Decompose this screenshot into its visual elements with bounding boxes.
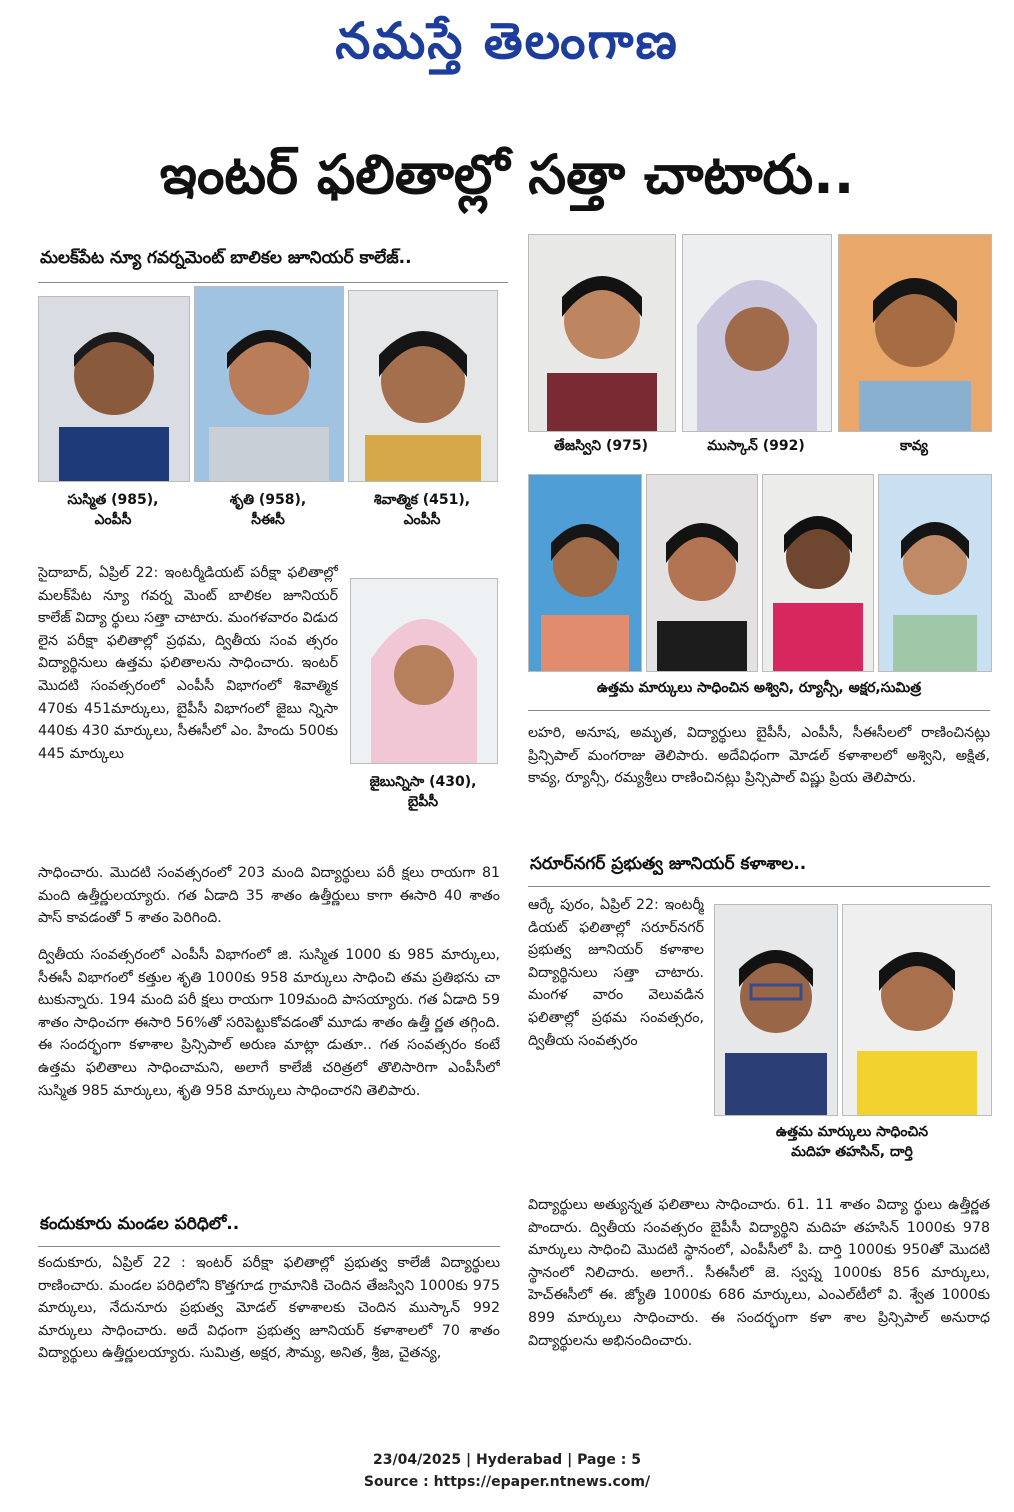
article-paragraph-saroornagar-2: విద్యార్థులు అత్యున్నత ఫలితాలు సాధించారు. 61. 11 శాతం విద్యా ర్థులు ఉత్తీర్ణత పొందారు. ద్వితీయ సంవత్సరం బైపీసీ విద్యార్థిని మదిహ తహసిన్ 1000కు 978 మార్కులు సాధించి మొదటి స్థానంలో, ఎంపీసీలో పి. దార్తి 1000కు 950తో మొదటి స్థానంలో నిలిచారు. అలాగే.. సీఈసీలో జె. స్వప్న 1000కు 856 మార్కులు, హెచ్‌ఈసీలో ఈ. జ్యోతి 1000కు 686 మార్కులు, ఎంఎల్‌టీలో వి. శ్వేత 1000కు 899 మార్కులు సాధించారు. ఈ సందర్భంగా కళా శాల ప్రిన్సిపాల్ అనురాధ విద్యార్థులను అభినందించారు. xyxy=(528,1197,990,1349)
divider xyxy=(528,886,990,887)
photo-student-sruthi xyxy=(194,286,344,482)
photo-student-tejaswini xyxy=(528,234,676,432)
divider xyxy=(38,282,508,283)
caption-kavya: కావ్య xyxy=(900,438,928,454)
article-paragraph-malakpet-1b: సాధించారు. మొదటి సంవత్సరంలో 203 మంది విద్యార్థులు పరీ క్షలు రాయగా 81 మంది ఉత్తీర్ణులయ్యారు. గత ఏడాది 35 శాతం ఉత్తీర్ణులు కాగా ఈసారి 40 శాతం పాస్ కావడంతో 5 శాతం పెరిగింది. xyxy=(38,865,500,927)
photo-student-ryunsi xyxy=(646,474,758,672)
photo-student-akshara xyxy=(762,474,874,672)
article-paragraph-malakpet-1: సైదాబాద్, ఏప్రిల్ 22: ఇంటర్మీడియట్ పరీక్షా ఫలితాల్లో మలక్‌పేట న్యూ గవర్న మెంట్ బాలికల జూనియర్ కాలేజ్ విద్యా ర్థులు సత్తా చాటారు. మంగళవారం విడుద లైన పరీక్షా ఫలితాల్లో ప్రథమ, ద్వితీయ సంవ త్సరం విద్యార్థినులు ఉత్తమ ఫలితాలను సాధించారు. ఇంటర్ మొదటి సంవత్సరంలో ఎంపీసీ విభాగంలో శివాత్మిక 470కు 451మార్కులు, బైపీసీ విభాగంలో జైబు న్నిసా 440కు 430 మార్కులు, సీఈసీలో ఎం. హిందు 500కు 445 మార్కులు xyxy=(38,565,338,762)
caption-tejaswini: తేజస్విని (975) xyxy=(554,438,648,454)
footer-date-line: 23/04/2025 | Hyderabad | Page : 5 xyxy=(372,1452,642,1468)
photo-student-sumitra xyxy=(878,474,992,672)
article-paragraph-kandukur-cont: లహరి, అనూష, అమృత, విద్యార్థులు బైపీసీ, ఎంపీసీ, సీఈసీలలో రాణించినట్లు ప్రిన్సిపాల్ మంగరాజు తెలిపారు. అదేవిధంగా మోడల్ కళాశాలలో అశ్విని, అక్షిత, కావ్య, ర్యూన్సీ, రమ్యశ్రీలు రాణించినట్లు ప్రిన్సిపాల్ విష్ణు ప్రియ తెలిపారు. xyxy=(528,725,990,787)
caption-line: సీఈసీ xyxy=(251,512,285,528)
caption-susmitha xyxy=(38,490,188,530)
caption-line: మదిహ తహసిన్, దార్తి xyxy=(791,1144,913,1160)
caption-line: ఉత్తమ మార్కులు సాధించిన xyxy=(775,1124,929,1140)
caption-line: ఎంపీసీ xyxy=(403,512,441,528)
section-heading-kandukur: కందుకూరు మండల పరిధిలో.. xyxy=(40,1214,240,1234)
divider xyxy=(528,710,990,711)
caption-line: శివాత్మిక (451), xyxy=(373,492,471,508)
photo-student-kavya xyxy=(838,234,992,432)
photo-student-madiha xyxy=(714,904,838,1116)
section-heading-malakpet: మలక్‌పేట న్యూ గవర్నమెంట్ బాలికల జూనియర్ కాలేజ్.. xyxy=(40,248,412,268)
photo-student-zaibunnisa xyxy=(350,578,498,764)
caption-muskan: ముస్కాన్ (992) xyxy=(707,438,805,454)
caption-madiha-darthi xyxy=(714,1122,990,1162)
caption-line: సుస్మిత (985), xyxy=(67,492,159,508)
newspaper-masthead: నమస్తే తెలంగాణ xyxy=(335,11,679,70)
photo-student-sivathmika xyxy=(348,290,498,482)
article-paragraph-malakpet-2: ద్వితీయ సంవత్సరంలో ఎంపీసీ విభాగంలో జి. సుస్మిత 1000 కు 985 మార్కులు, సీఈసీ విభాగంలో కత్తుల శృతి 1000కు 958 మార్కులు సాధించి తమ ప్రతిభను చా టుకున్నారు. 194 మంది పరీ క్షలు రాయగా 109మంది పాసయ్యారు. గత ఏడాది 59 శాతం సాధించగా ఈసారి 56%తో సరిపెట్టుకోవడంతో మూడు శాతం ఉత్తీ ర్ణత తగ్గింది. ఈ సందర్భంగా కళాశాల ప్రిన్సిపాల్ అరుణ మాట్లా డుతూ.. గత సంవత్సరం కంటే ఉత్తమ ఫలితాలు సాధించామని, అలాగే కాలేజీ చరిత్రలో తొలిసారిగా ఎంపీసీలో సుస్మిత 985 మార్కులు, శృతి 958 మార్కులు సాధించారని తెలిపారు. xyxy=(38,947,500,1099)
caption-line: ఎంపీసీ xyxy=(94,512,132,528)
photo-student-darthi xyxy=(842,904,992,1116)
caption-sivathmika xyxy=(348,490,496,530)
caption-line: బైపీసీ xyxy=(407,794,439,810)
photo-student-muskan xyxy=(682,234,832,432)
caption-line: శృతి (958), xyxy=(229,492,307,508)
footer-source-link[interactable]: Source : https://epaper.ntnews.com/ xyxy=(363,1474,651,1490)
caption-group-best-marks: ఉత్తమ మార్కులు సాధించిన అశ్విని, ర్యూన్సీ, అక్షర,సుమిత్ర xyxy=(596,680,922,696)
article-headline: ఇంటర్ ఫలితాల్లో సత్తా చాటారు.. xyxy=(159,143,855,206)
caption-line: జైబున్నిసా (430), xyxy=(369,774,477,790)
divider xyxy=(38,1246,500,1247)
photo-student-ashwini xyxy=(528,474,642,672)
article-paragraph-saroornagar-1: ఆర్కే పురం, ఏప్రిల్ 22: ఇంటర్మీ డియట్ ఫలితాల్లో సరూర్‌నగర్ ప్రభుత్వ జూనియర్ కళాశాల విద్యార్థినులు సత్తా చాటారు. మంగళ వారం వెలువడిన ఫలితాల్లో ప్రథమ సంవత్సరం, ద్వితీయ సంవత్సరం xyxy=(528,897,704,1049)
section-heading-saroornagar: సరూర్‌నగర్ ప్రభుత్వ జూనియర్ కళాశాల.. xyxy=(530,854,807,874)
photo-student-susmitha xyxy=(38,296,190,482)
caption-sruthi xyxy=(194,490,342,530)
article-paragraph-kandukur: కందుకూరు, ఏప్రిల్ 22 : ఇంటర్ పరీక్షా ఫలితాల్లో ప్రభుత్వ కాలేజీ విద్యార్థులు రాణించారు. మండల పరిధిలోని కొత్తగూడ గ్రామానికి చెందిన తేజస్విని 1000కు 975 మార్కులు, నేదునూరు ప్రభుత్వ మోడల్ కళాశాలకు చెందిన ముస్కాన్ 992 మార్కులు సాధించారు. అదే విధంగా ప్రభుత్వ జూనియర్ కళాశాలలో 70 శాతం విద్యార్థులు ఉత్తీర్ణులయ్యారు. సుమిత్ర, అక్షర, సౌమ్య, అనిత, శ్రీజ, చైతన్య, xyxy=(38,1255,500,1362)
caption-zaibunnisa xyxy=(348,772,498,812)
